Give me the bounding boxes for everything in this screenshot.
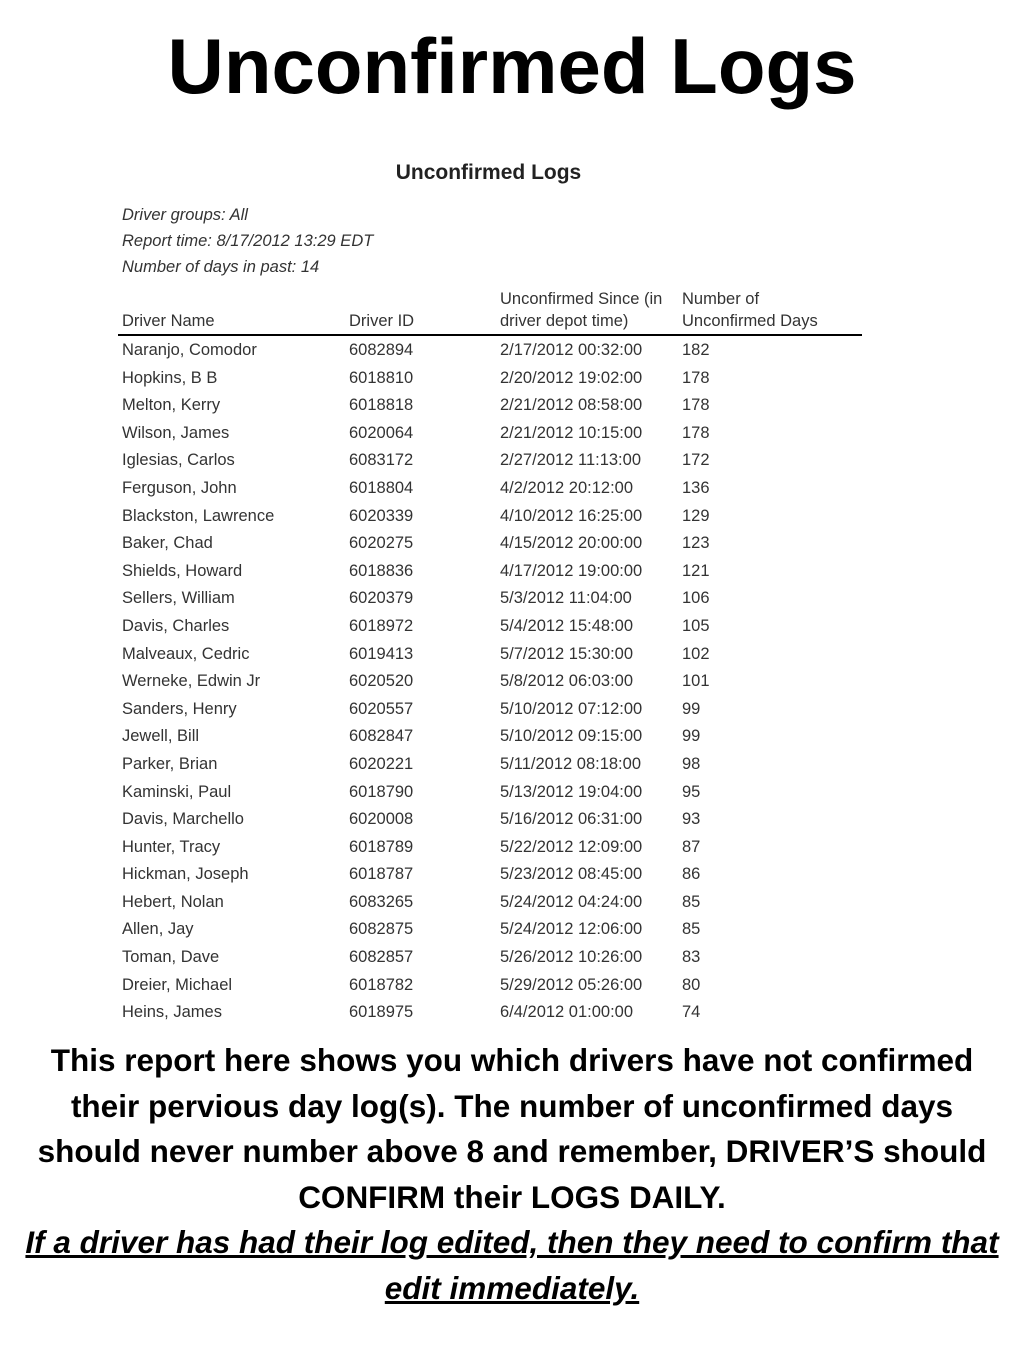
cell-driver-name: Sanders, Henry [122, 699, 237, 718]
cell-driver-name: Baker, Chad [122, 534, 213, 553]
cell-driver-name: Sellers, William [122, 589, 235, 608]
cell-unconfirmed-days: 98 [682, 754, 701, 773]
column-header-unconfirmed-since-line2: driver depot time) [500, 312, 629, 330]
table-row [118, 723, 862, 751]
cell-unconfirmed-days: 101 [682, 672, 710, 691]
table-row [118, 944, 862, 972]
cell-driver-name: Hickman, Joseph [122, 865, 249, 884]
cell-driver-name: Iglesias, Carlos [122, 451, 235, 470]
cell-unconfirmed-days: 87 [682, 837, 701, 856]
cell-driver-name: Heins, James [122, 1003, 222, 1022]
table-row [118, 916, 862, 944]
table-row [118, 806, 862, 834]
cell-driver-name: Allen, Jay [122, 920, 194, 939]
cell-driver-id: 6018787 [349, 865, 414, 884]
table-row [118, 668, 862, 696]
cell-driver-id: 6018782 [349, 975, 414, 994]
cell-unconfirmed-days: 99 [682, 727, 701, 746]
cell-driver-name: Hunter, Tracy [122, 837, 221, 856]
report-meta [118, 202, 862, 280]
cell-unconfirmed-days: 172 [682, 451, 710, 470]
cell-driver-name: Jewell, Bill [122, 727, 200, 746]
cell-unconfirmed-since: 5/29/2012 05:26:00 [500, 975, 643, 994]
table-row [118, 475, 862, 503]
cell-unconfirmed-since: 5/24/2012 12:06:00 [500, 920, 643, 939]
cell-unconfirmed-days: 105 [682, 616, 710, 635]
cell-unconfirmed-days: 178 [682, 368, 710, 387]
cell-driver-name: Werneke, Edwin Jr [122, 672, 261, 691]
cell-unconfirmed-since: 5/3/2012 11:04:00 [500, 589, 632, 608]
cell-driver-id: 6020339 [349, 506, 414, 525]
table-header-row [118, 288, 862, 335]
cell-unconfirmed-since: 6/4/2012 01:00:00 [500, 1003, 634, 1022]
table-row [118, 696, 862, 724]
cell-driver-id: 6020379 [349, 589, 414, 608]
cell-unconfirmed-days: 129 [682, 506, 710, 525]
cell-unconfirmed-since: 5/23/2012 08:45:00 [500, 865, 643, 884]
cell-driver-id: 6082857 [349, 948, 414, 967]
column-header-driver-name: Driver Name [118, 288, 345, 335]
cell-driver-name: Davis, Marchello [122, 810, 244, 829]
cell-unconfirmed-since: 5/10/2012 07:12:00 [500, 699, 643, 718]
cell-unconfirmed-days: 102 [682, 644, 710, 663]
column-header-number-of-days-line1: Number of [682, 290, 760, 308]
slide-title: Unconfirmed Logs [167, 22, 857, 110]
cell-unconfirmed-since: 2/21/2012 10:15:00 [500, 423, 643, 442]
column-header-unconfirmed-since-line1: Unconfirmed Since (in [500, 290, 663, 308]
caption [20, 1038, 1004, 1311]
cell-unconfirmed-since: 2/27/2012 11:13:00 [500, 451, 641, 470]
cell-unconfirmed-since: 5/26/2012 10:26:00 [500, 948, 643, 967]
cell-unconfirmed-days: 74 [682, 1003, 701, 1022]
table-row [118, 447, 862, 475]
cell-driver-id: 6018972 [349, 616, 414, 635]
cell-driver-id: 6082875 [349, 920, 414, 939]
cell-driver-id: 6018836 [349, 561, 414, 580]
cell-unconfirmed-since: 2/21/2012 08:58:00 [500, 396, 643, 415]
cell-unconfirmed-days: 95 [682, 782, 701, 801]
cell-unconfirmed-days: 178 [682, 396, 710, 415]
cell-unconfirmed-since: 5/11/2012 08:18:00 [500, 754, 641, 773]
cell-unconfirmed-since: 5/4/2012 15:48:00 [500, 616, 634, 635]
cell-driver-name: Shields, Howard [122, 561, 243, 580]
caption-paragraph: This report here shows you which drivers have not confirmed their pervious day log(s). The number of unconfirmed days should never number above 8 and remember, DRIVER’S should CONFIRM their LOGS DAILY. [37, 1042, 987, 1215]
cell-unconfirmed-days: 99 [682, 699, 701, 718]
cell-driver-name: Blackston, Lawrence [122, 506, 275, 525]
cell-unconfirmed-days: 136 [682, 478, 710, 497]
cell-unconfirmed-days: 85 [682, 920, 701, 939]
table-row [118, 503, 862, 531]
cell-driver-id: 6083172 [349, 451, 414, 470]
cell-driver-id: 6018789 [349, 837, 414, 856]
cell-unconfirmed-days: 80 [682, 975, 701, 994]
cell-driver-name: Kaminski, Paul [122, 782, 232, 801]
table-row [118, 779, 862, 807]
table-row [118, 972, 862, 1000]
column-header-unconfirmed-since [496, 288, 678, 335]
cell-driver-name: Melton, Kerry [122, 396, 221, 415]
table-row [118, 641, 862, 669]
cell-unconfirmed-days: 83 [682, 948, 701, 967]
table-row [118, 751, 862, 779]
cell-driver-id: 6020221 [349, 754, 414, 773]
table-row [118, 335, 862, 365]
table-row [118, 530, 862, 558]
column-header-number-of-days-line2: Unconfirmed Days [682, 312, 818, 330]
cell-driver-id: 6020008 [349, 810, 414, 829]
cell-unconfirmed-days: 106 [682, 589, 710, 608]
cell-driver-id: 6083265 [349, 892, 414, 911]
column-header-number-of-days [678, 288, 862, 335]
cell-driver-id: 6020520 [349, 672, 414, 691]
cell-unconfirmed-since: 2/20/2012 19:02:00 [500, 368, 643, 387]
cell-driver-name: Parker, Brian [122, 754, 218, 773]
cell-driver-name: Malveaux, Cedric [122, 644, 250, 663]
meta-days-in-past: Number of days in past: 14 [122, 258, 320, 276]
cell-driver-id: 6019413 [349, 644, 414, 663]
column-header-driver-id: Driver ID [345, 288, 496, 335]
cell-driver-name: Naranjo, Comodor [122, 341, 257, 359]
cell-unconfirmed-since: 5/8/2012 06:03:00 [500, 672, 634, 691]
cell-unconfirmed-since: 5/22/2012 12:09:00 [500, 837, 643, 856]
table-row [118, 834, 862, 862]
cell-driver-name: Hebert, Nolan [122, 892, 224, 911]
cell-unconfirmed-days: 121 [682, 561, 710, 580]
cell-driver-id: 6018804 [349, 478, 414, 497]
cell-unconfirmed-since: 4/17/2012 19:00:00 [500, 561, 643, 580]
cell-unconfirmed-since: 5/7/2012 15:30:00 [500, 644, 634, 663]
cell-driver-name: Davis, Charles [122, 616, 230, 635]
cell-driver-name: Ferguson, John [122, 478, 237, 497]
cell-driver-name: Toman, Dave [122, 948, 220, 967]
cell-unconfirmed-days: 178 [682, 423, 710, 442]
cell-driver-id: 6020557 [349, 699, 414, 718]
caption-emphasis: If a driver has had their log edited, then they need to confirm that edit immediately. [25, 1224, 999, 1306]
table-body [118, 335, 862, 1027]
cell-unconfirmed-days: 86 [682, 865, 701, 884]
table-row [118, 889, 862, 917]
cell-unconfirmed-days: 123 [682, 534, 710, 553]
cell-unconfirmed-since: 5/16/2012 06:31:00 [500, 810, 643, 829]
report-panel [118, 158, 862, 1027]
table-row [118, 558, 862, 586]
table-row [118, 861, 862, 889]
cell-unconfirmed-since: 5/13/2012 19:04:00 [500, 782, 643, 801]
table-row [118, 613, 862, 641]
cell-unconfirmed-since: 4/15/2012 20:00:00 [500, 534, 643, 553]
cell-unconfirmed-since: 5/10/2012 09:15:00 [500, 727, 643, 746]
cell-driver-id: 6082894 [349, 341, 414, 359]
cell-driver-id: 6018818 [349, 396, 414, 415]
table-row [118, 420, 862, 448]
cell-driver-id: 6020275 [349, 534, 414, 553]
cell-unconfirmed-since: 4/2/2012 20:12:00 [500, 478, 634, 497]
meta-driver-groups: Driver groups: All [122, 206, 248, 224]
cell-unconfirmed-since: 2/17/2012 00:32:00 [500, 341, 643, 359]
cell-driver-id: 6020064 [349, 423, 414, 442]
unconfirmed-logs-table [118, 288, 862, 1027]
cell-unconfirmed-days: 93 [682, 810, 701, 829]
cell-driver-name: Dreier, Michael [122, 975, 233, 994]
cell-driver-id: 6082847 [349, 727, 414, 746]
cell-driver-id: 6018790 [349, 782, 414, 801]
report-title: Unconfirmed Logs [395, 161, 582, 184]
cell-driver-id: 6018810 [349, 368, 414, 387]
table-row [118, 392, 862, 420]
cell-unconfirmed-days: 182 [682, 341, 710, 359]
cell-unconfirmed-since: 4/10/2012 16:25:00 [500, 506, 643, 525]
cell-unconfirmed-since: 5/24/2012 04:24:00 [500, 892, 643, 911]
cell-driver-name: Wilson, James [122, 423, 230, 442]
cell-unconfirmed-days: 85 [682, 892, 701, 911]
table-row [118, 585, 862, 613]
cell-driver-id: 6018975 [349, 1003, 414, 1022]
table-row [118, 999, 862, 1027]
table-row [118, 365, 862, 393]
meta-report-time: Report time: 8/17/2012 13:29 EDT [122, 232, 374, 250]
cell-driver-name: Hopkins, B B [122, 368, 218, 387]
